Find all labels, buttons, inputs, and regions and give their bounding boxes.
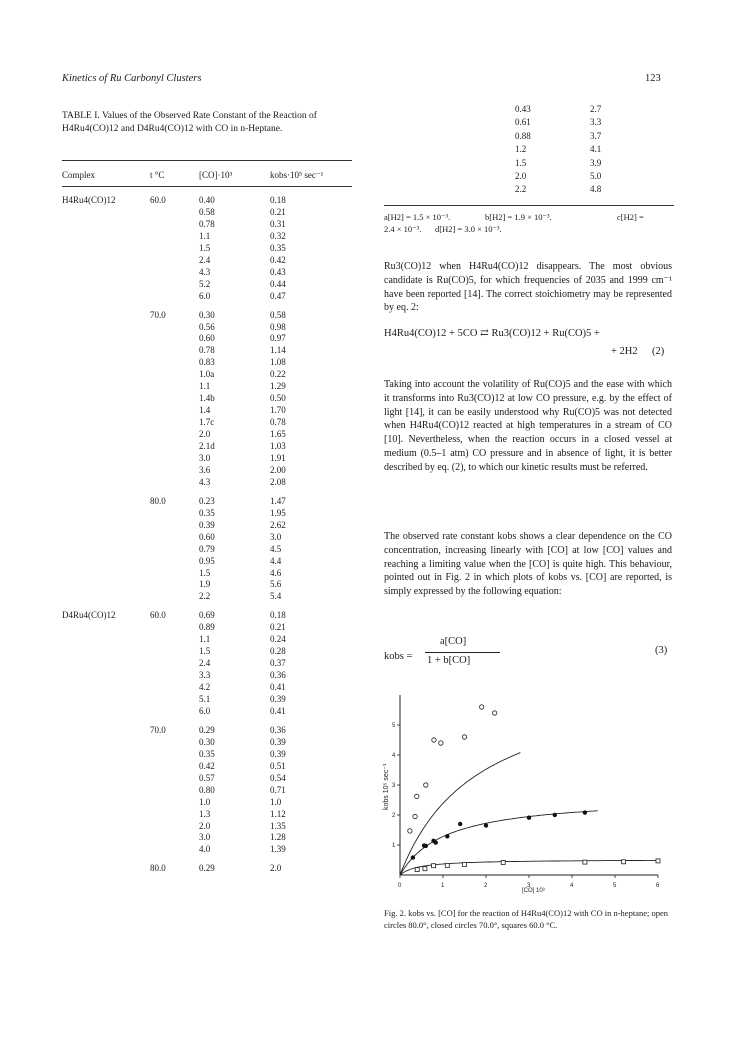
table-cell-co: 1.9 (199, 579, 211, 590)
paragraph-1: Ru3(CO)12 when H4Ru4(CO)12 disappears. The most obvious candidate is Ru(CO)5, for which frequencies of 2035 and 1999 cm⁻¹ have been reported [14]. The correct stoichiometry may be represented by eq. 2: (384, 261, 672, 314)
table-cell-kobs: 0.71 (270, 784, 286, 795)
table-cell-co: 2.4 (199, 254, 211, 265)
table-cell-co: 1.7c (199, 417, 215, 428)
table-cell-kobs: 0.39 (270, 748, 286, 759)
table-cell-kobs: 0.54 (270, 772, 286, 783)
col-header-temp: t °C (150, 170, 165, 180)
table-cell-kobs: 0.43 (270, 266, 286, 277)
data-point-80 (408, 829, 412, 833)
table-cell-co: 5.2 (199, 278, 211, 289)
table-cell-kobs: 0.58 (270, 309, 286, 320)
col-header-kobs: kobs·10⁵ sec⁻¹ (270, 170, 324, 180)
table-bottom-rule (384, 205, 674, 206)
equation-3-denominator: 1 + b[CO] (427, 655, 471, 666)
table-cell-kobs: 0.35 (270, 242, 286, 253)
table-cell-kobs: 0.24 (270, 634, 286, 645)
table-cell-kobs: 0.36 (270, 724, 286, 735)
y-tick-label: 1 (392, 843, 396, 849)
fit-curve (400, 860, 658, 875)
table-cell-co: 2.0 (199, 429, 211, 440)
data-point-70 (445, 834, 449, 838)
y-axis-label: kobs 10⁵ sec⁻¹ (383, 763, 390, 810)
data-point-60 (501, 860, 505, 864)
data-point-70 (583, 810, 587, 814)
table-cell-co: 1.5 (515, 157, 527, 168)
table-cell-co: 0.30 (199, 736, 215, 747)
table-cell-kobs: 1.0 (270, 796, 282, 807)
equation-3-fraction-bar (425, 652, 500, 653)
table-cell-co: 0.89 (199, 622, 215, 633)
table-cell-co: 0.29 (199, 863, 215, 874)
x-axis-label: [CO] 10³ (522, 888, 545, 894)
table-cell-co: 2.2 (515, 184, 527, 195)
table-caption: TABLE I. Values of the Observed Rate Constant of the Reaction of H4Ru4(CO)12 and D4Ru4(CO)12 with CO in n-Heptane. (62, 111, 317, 134)
data-point-60 (583, 860, 587, 864)
data-point-60 (432, 864, 436, 868)
equation-3-numerator: a[CO] (440, 636, 467, 647)
table-cell-kobs: 1.39 (270, 844, 286, 855)
data-point-80 (424, 783, 428, 787)
table-cell-kobs: 1.95 (270, 507, 286, 518)
table-cell-co: 0.56 (199, 321, 215, 332)
y-tick-label: 3 (392, 783, 396, 789)
table-cell-co: 0.83 (199, 357, 215, 368)
x-tick-label: 0 (398, 883, 402, 889)
running-title: Kinetics of Ru Carbonyl Clusters (62, 73, 202, 84)
table-cell-co: 0.40 (199, 195, 215, 205)
table-header-rule (62, 186, 352, 187)
data-point-80 (432, 738, 436, 742)
table-cell-co: 1.5 (199, 242, 211, 253)
table-cell-kobs: 2.7 (590, 104, 602, 114)
table-top-rule (62, 160, 352, 161)
table-cell-co: 4.3 (199, 266, 211, 277)
table-cell-kobs: 4.5 (270, 543, 282, 554)
table-cell-co: 0.78 (199, 218, 215, 229)
table-cell-co: 1.5 (199, 646, 211, 657)
table-cell-kobs: 0.44 (270, 278, 286, 289)
table-cell-kobs: 4.4 (270, 555, 282, 566)
table-temp: 70.0 (150, 724, 166, 735)
table-cell-co: 6.0 (199, 290, 211, 301)
data-point-80 (439, 741, 443, 745)
table-cell-kobs: 0.39 (270, 694, 286, 704)
equation-2-number: (2) (652, 346, 665, 357)
data-point-80 (415, 794, 419, 798)
table-temp: 60.0 (150, 195, 166, 205)
table-cell-co: 1.5 (199, 567, 211, 578)
table-cell-co: 1.4 (199, 405, 211, 416)
table-complex: H4Ru4(CO)12 (62, 195, 116, 205)
table-temp: 80.0 (150, 863, 166, 874)
table-cell-co: 3.6 (199, 464, 211, 475)
table-cell-co: 1.1 (199, 230, 211, 241)
table-cell-co: 0.60 (199, 531, 215, 542)
data-point-70 (484, 823, 488, 827)
data-point-60 (415, 868, 419, 872)
data-point-80 (462, 735, 466, 739)
table-cell-co: 0.69 (199, 610, 215, 621)
table-cell-kobs: 0.21 (270, 206, 286, 217)
data-point-70 (527, 816, 531, 820)
footnote-c-value: 2.4 × 10⁻³. (384, 224, 422, 234)
table-cell-kobs: 5.4 (270, 591, 282, 602)
table-temp: 70.0 (150, 309, 166, 320)
table-cell-kobs: 0.37 (270, 658, 286, 669)
table-cell-kobs: 1.65 (270, 429, 286, 440)
data-point-70 (424, 844, 428, 848)
table-cell-kobs: 2.00 (270, 464, 286, 475)
table-cell-co: 1.1 (199, 381, 211, 392)
table-cell-co: 6.0 (199, 705, 211, 716)
table-cell-co: 0.78 (199, 345, 215, 356)
data-point-60 (656, 859, 660, 863)
table-cell-kobs: 1.14 (270, 345, 286, 356)
table-cell-kobs: 0.32 (270, 230, 286, 241)
table-cell-kobs: 0.98 (270, 321, 286, 332)
table-cell-kobs: 0.31 (270, 218, 286, 229)
table-cell-co: 0.88 (515, 130, 531, 141)
data-point-70 (433, 840, 437, 844)
x-tick-label: 2 (484, 883, 488, 889)
table-cell-co: 1.3 (199, 808, 211, 819)
table-cell-kobs: 5.0 (590, 171, 602, 181)
table-cell-co: 0.61 (515, 117, 531, 128)
table-cell-co: 4.2 (199, 682, 211, 693)
paragraph-3: The observed rate constant kobs shows a clear dependence on the CO concentration, increasing linearly with [CO] at low [CO] values and reaching a limiting value when the [CO] is quite high. This behaviour, pointed out in Fig. 2 in which plots of kobs vs. [CO] are reported, is simply expressed by the following equation: (384, 531, 672, 598)
table-cell-kobs: 0.41 (270, 705, 286, 716)
table-cell-kobs: 3.9 (590, 157, 602, 168)
table-cell-co: 0.80 (199, 784, 215, 795)
table-cell-co: 2.0 (199, 820, 211, 831)
table-cell-co: 0.95 (199, 555, 215, 566)
table-cell-kobs: 0.28 (270, 646, 286, 657)
table-cell-kobs: 0.78 (270, 417, 286, 428)
figure-2-chart (380, 690, 680, 900)
footnote-c: c[H2] = (617, 212, 644, 222)
table-cell-co: 0.58 (199, 206, 215, 217)
data-point-60 (423, 867, 427, 871)
table-cell-kobs: 3.3 (590, 117, 602, 128)
table-cell-co: 0.79 (199, 543, 215, 554)
table-cell-co: 0.57 (199, 772, 215, 783)
table-cell-kobs: 0.39 (270, 736, 286, 747)
table-cell-kobs: 1.35 (270, 820, 286, 831)
data-point-80 (413, 814, 417, 818)
table-cell-co: 0.23 (199, 495, 215, 506)
table-cell-co: 0.29 (199, 724, 215, 735)
y-tick-label: 5 (392, 723, 396, 729)
x-tick-label: 1 (441, 883, 445, 889)
table-cell-co: 2.2 (199, 591, 211, 602)
table-cell-kobs: 0.18 (270, 610, 286, 621)
table-cell-kobs: 1.03 (270, 441, 286, 451)
x-tick-label: 3 (527, 883, 531, 889)
table-cell-co: 0.35 (199, 748, 215, 759)
footnote-b: b[H2] = 1.9 × 10⁻³. (485, 212, 552, 222)
table-cell-kobs: 1.70 (270, 405, 286, 416)
table-cell-kobs: 1.28 (270, 832, 286, 843)
table-cell-kobs: 0.36 (270, 670, 286, 681)
table-cell-co: 2.1d (199, 441, 215, 451)
table-cell-kobs: 1.08 (270, 357, 286, 368)
data-point-60 (622, 860, 626, 864)
table-cell-co: 4.3 (199, 476, 211, 487)
equation-3-lhs: kobs = (384, 651, 413, 662)
equation-2-line-2: + 2H2 (611, 346, 638, 357)
table-cell-kobs: 0.18 (270, 195, 286, 205)
footnote-d: d[H2] = 3.0 × 10⁻³. (435, 224, 502, 234)
table-cell-co: 3.0 (199, 452, 211, 463)
table-cell-co: 1.0 (199, 796, 211, 807)
table-cell-kobs: 1.47 (270, 495, 286, 506)
table-cell-kobs: 4.8 (590, 184, 602, 195)
table-cell-kobs: 0.22 (270, 369, 286, 380)
footnote-a: a[H2] = 1.5 × 10⁻³. (384, 212, 451, 222)
table-cell-kobs: 0.21 (270, 622, 286, 633)
table-cell-kobs: 0.47 (270, 290, 286, 301)
table-complex: D4Ru4(CO)12 (62, 610, 116, 621)
table-cell-kobs: 1.91 (270, 452, 286, 463)
table-cell-co: 3.0 (199, 832, 211, 843)
paragraph-2: Taking into account the volatility of Ru(CO)5 and the ease with which it transforms into Ru3(CO)12 at low CO pressure, e.g. by the effect of light [14], it can be easily understood why Ru(CO)5 was not detected when H4Ru4(CO)12 reacted at high temperatures in a stream of CO [10]. Nevertheless, when the reaction occurs in a closed vessel at medium (0.5–1 atm) CO pressure and in absence of light, it is better described by eq. (2), to which our kinetic results must be referred. (384, 379, 672, 473)
table-cell-kobs: 0.42 (270, 254, 286, 265)
data-point-70 (553, 813, 557, 817)
data-point-70 (411, 855, 415, 859)
table-cell-kobs: 0.41 (270, 682, 286, 693)
table-cell-co: 2.4 (199, 658, 211, 669)
table-cell-co: 1.4b (199, 393, 215, 404)
table-cell-co: 2.0 (515, 171, 527, 181)
table-cell-kobs: 2.62 (270, 519, 286, 530)
table-temp: 80.0 (150, 495, 166, 506)
fit-curve (400, 753, 520, 875)
equation-3-number: (3) (655, 645, 668, 656)
table-cell-co: 1.0a (199, 369, 215, 380)
col-header-co: [CO]·10³ (199, 170, 233, 180)
table-cell-co: 5.1 (199, 694, 211, 704)
table-cell-co: 0.60 (199, 333, 215, 344)
y-tick-label: 4 (392, 753, 396, 759)
table-cell-co: 1.2 (515, 144, 527, 155)
table-cell-co: 0.39 (199, 519, 215, 530)
table-temp: 60.0 (150, 610, 166, 621)
figure-2-caption: Fig. 2. kobs vs. [CO] for the reaction of H4Ru4(CO)12 with CO in n-heptane; open circles 80.0°, closed circles 70.0°, squares 60.0 °C. (384, 908, 668, 930)
table-cell-co: 0.35 (199, 507, 215, 518)
table-cell-kobs: 3.7 (590, 130, 602, 141)
table-cell-kobs: 4.6 (270, 567, 282, 578)
table-cell-kobs: 0.50 (270, 393, 286, 404)
data-point-70 (458, 822, 462, 826)
table-cell-co: 0.42 (199, 760, 215, 771)
x-tick-label: 6 (656, 883, 660, 889)
table-cell-co: 0.30 (199, 309, 215, 320)
data-point-60 (445, 863, 449, 867)
table-cell-kobs: 5.6 (270, 579, 282, 590)
table-cell-co: 4.0 (199, 844, 211, 855)
table-cell-kobs: 0.51 (270, 760, 286, 771)
equation-2-line-1: H4Ru4(CO)12 + 5CO ⇄ Ru3(CO)12 + Ru(CO)5 + (384, 328, 600, 339)
table-cell-kobs: 2.0 (270, 863, 282, 874)
page-number: 123 (645, 73, 661, 84)
data-point-80 (492, 711, 496, 715)
data-point-60 (463, 863, 467, 867)
col-header-complex: Complex (62, 170, 95, 180)
table-cell-kobs: 3.0 (270, 531, 282, 542)
table-cell-co: 3.3 (199, 670, 211, 681)
table-cell-kobs: 1.29 (270, 381, 286, 392)
table-cell-co: 0.43 (515, 104, 531, 114)
x-tick-label: 5 (613, 883, 617, 889)
table-cell-kobs: 0.97 (270, 333, 286, 344)
table-cell-kobs: 4.1 (590, 144, 602, 155)
table-cell-kobs: 1.12 (270, 808, 286, 819)
x-tick-label: 4 (570, 883, 574, 889)
data-point-80 (480, 705, 484, 709)
y-tick-label: 2 (392, 813, 396, 819)
table-cell-kobs: 2.08 (270, 476, 286, 487)
table-cell-co: 1.1 (199, 634, 211, 645)
